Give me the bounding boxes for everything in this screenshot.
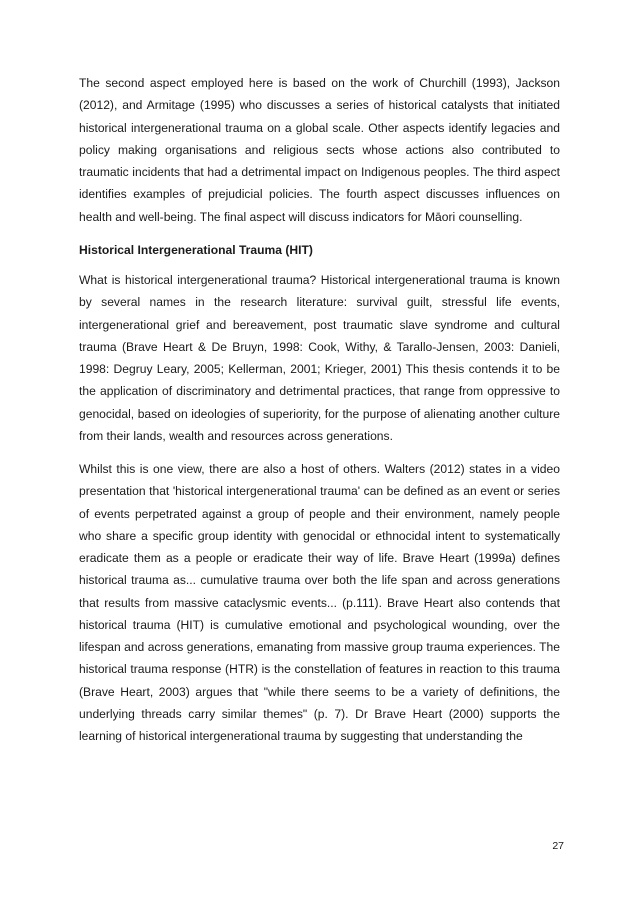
paragraph-definition: What is historical intergenerational trauma? Historical intergenerational trauma is known by several names in the research literature: survival guilt, stressful life events, intergenerational grief and bereavement, post traumatic slave syndrome and cultural trauma (Brave Heart & De Bruyn, 1998: Cook, Withy, & Tarallo-Jensen, 2003: Danieli, 1998: Degruy Leary, 2005; Kellerman, 2001; Krieger, 2001) This thesis contends it to be the application of discriminatory and detrimental practices, that range from oppressive to genocidal, based on ideologies of superiority, for the purpose of alienating another culture from their lands, wealth and resources across generations. [79, 273, 560, 443]
section-heading: Historical Intergenerational Trauma (HIT) [79, 242, 313, 257]
page-body [79, 72, 560, 758]
paragraph-other-views: Whilst this is one view, there are also a host of others. Walters (2012) states in a video presentation that 'historical intergenerational trauma' can be defined as an event or series of events perpetrated against a group of people and their environment, namely people who share a specific group identity with genocidal or ethnocidal intent to systematically eradicate them as a people or eradicate their way of life. Brave Heart (1999a) defines historical trauma as... cumulative trauma over both the life span and across generations that results from massive cataclysmic events... (p.111). Brave Heart also contends that historical trauma (HIT) is cumulative emotional and psychological wounding, over the lifespan and across generations, emanating from massive group trauma experiences. The historical trauma response (HTR) is the constellation of features in reaction to this trauma (Brave Heart, 2003) argues that "while there seems to be a variety of definitions, the underlying threads carry similar themes" (p. 7). Dr Brave Heart (2000) supports the learning of historical intergenerational trauma by suggesting that understanding the [79, 462, 560, 743]
page-number: 27 [552, 840, 564, 852]
paragraph-intro: The second aspect employed here is based on the work of Churchill (1993), Jackson (2012), and Armitage (1995) who discusses a series of historical catalysts that initiated historical intergenerational trauma on a global scale. Other aspects identify legacies and policy making organisations and religious sects whose actions also contributed to traumatic incidents that had a detrimental impact on Indigenous peoples. The third aspect identifies examples of prejudicial policies. The fourth aspect discusses influences on health and well-being. The final aspect will discuss indicators for Māori counselling. [79, 76, 560, 224]
